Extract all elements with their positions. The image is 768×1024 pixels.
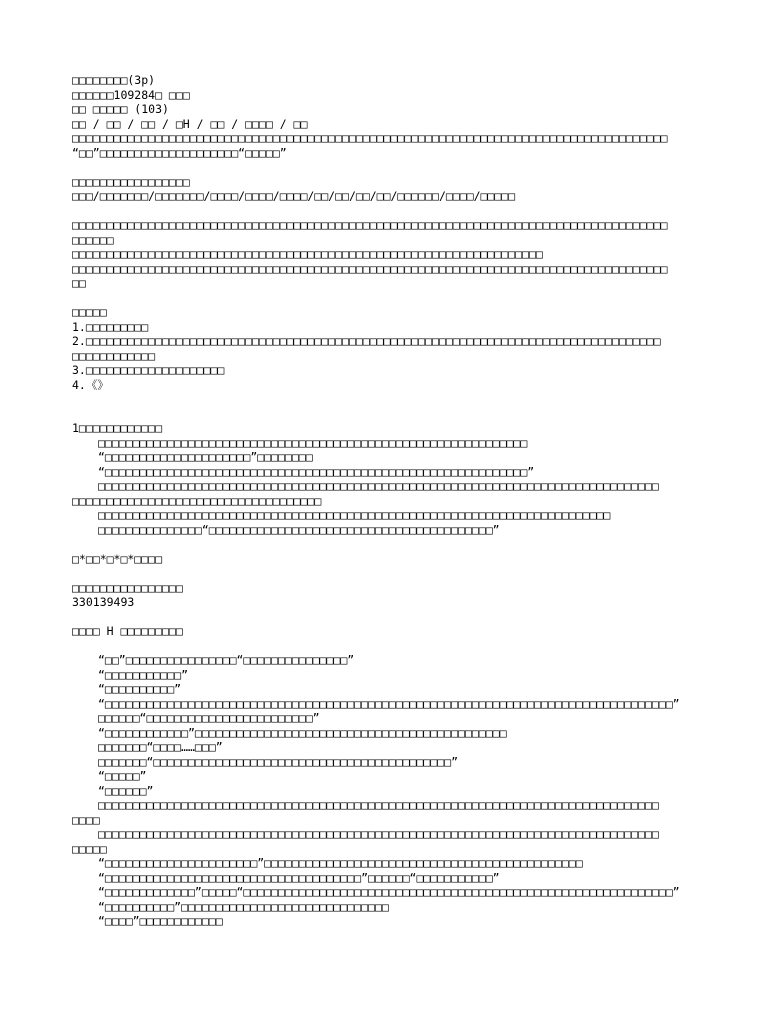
note-item: 4.《》 xyxy=(72,377,109,392)
paragraph-line: □□□□□□□□□□□□□□□“□□□□□□□□□□□□□□□□□□□□□□□□□□□□□□□□□□□□□□□□□” xyxy=(98,522,500,537)
note-item: 2.□□□□□□□□□□□□□□□□□□□□□□□□□□□□□□□□□□□□□□□□□□□□□□□□□□□□□□□□□□□□□□□□□□□□□□□□□□□□□□□□□□□ xyxy=(72,334,661,348)
paragraph-line: □□□□□□□“□□□□□□□□□□□□□□□□□□□□□□□□□□□□□□□□□□□□□□□□□□□” xyxy=(98,754,459,769)
paragraph-line: “□□□□□□□□□□”□□□□□□□□□□□□□□□□□□□□□□□□□□□□□□ xyxy=(98,899,389,914)
paragraph-line: “□□□□□□□□□□□□”□□□□□□□□□□□□□□□□□□□□□□□□□□□□□□□□□□□□□□□□□□□□□ xyxy=(98,725,507,740)
chapter-title: 1□□□□□□□□□□□□ xyxy=(72,421,163,435)
paragraph-line: □□□□ xyxy=(72,812,100,827)
paragraph-line: “□□□□□□□□□□□□□□□□□□□□□”□□□□□□□□ xyxy=(98,450,313,464)
paragraph-line: “□□□□□□□□□□□□□□□□□□□□□□□□□□□□□□□□□□□□□□□□□□□□□□□□□□□□□□□□□□□□□” xyxy=(98,464,535,479)
book-meta: □□□□□□109284□ □□□ xyxy=(72,87,190,102)
paragraph-line: □□□□□□□□□□□□□□□□□□□□□□□□□□□□□□□□□□□□□□□□□□□□□□□□□□□□□□□□□□□□□□ xyxy=(98,435,528,450)
paragraph-line: □□□□□□□□□□□□□□□□□□□□□□□□□□□□□□□□□□□□□□□□□□□□□□□□□□□□□□□□□□□□□□□□□□□□□□□□□□ xyxy=(98,508,611,522)
chapter-title: □□□□ H □□□□□□□□□ xyxy=(72,624,183,638)
paragraph-line: □□□□□□“□□□□□□□□□□□□□□□□□□□□□□□□” xyxy=(98,711,320,725)
summary-line: □□□□□□□□□□□□□□□□□□□□□□□□□□□□□□□□□□□□□□□□□□□□□□□□□□□□□□□□□□□□□□□□□□□□□□□□□□□□□□□□□□□□□□ xyxy=(72,218,668,232)
book-categories: □□ / □□ / □□ / □H / □□ / □□□□ / □□ xyxy=(72,116,308,131)
tags-title: □□□□□□□□□□□□□□□□□ xyxy=(72,174,190,189)
tags-list: □□□/□□□□□□□/□□□□□□□/□□□□/□□□□/□□□□/□□/□□/□□/□□/□□□□□□/□□□□/□□□□□ xyxy=(72,189,516,203)
contact-label: □□□□□□□□□□□□□□□□ xyxy=(72,580,183,595)
summary-line: □□□□□□□□□□□□□□□□□□□□□□□□□□□□□□□□□□□□□□□□□□□□□□□□□□□□□□□□□□□□□□□□□□□□ xyxy=(72,247,543,261)
paragraph-line: “□□□□□□□□□□□□□□□□□□□□□□□□□□□□□□□□□□□□□”□□□□□□“□□□□□□□□□□□” xyxy=(98,870,500,885)
paragraph-line: □□□□□□□□□□□□□□□□□□□□□□□□□□□□□□□□□□□□□□□□□□□□□□□□□□□□□□□□□□□□□□□□□□□□□□□□□□□□□□□□□ xyxy=(98,479,659,493)
book-author: □□ □□□□□ (103) xyxy=(72,102,169,116)
summary-line: □□ xyxy=(72,276,86,290)
book-title: □□□□□□□□(3p) xyxy=(72,73,156,87)
paragraph-line: □□□□□□□□□□□□□□□□□□□□□□□□□□□□□□□□□□□□ xyxy=(72,493,322,508)
paragraph-line: “□□□□□” xyxy=(98,769,147,783)
paragraph-line: “□□□□□□” xyxy=(98,783,154,798)
paragraph-line: “□□□□”□□□□□□□□□□□□ xyxy=(98,914,223,928)
paragraph-line: □□□□□□□□□□□□□□□□□□□□□□□□□□□□□□□□□□□□□□□□□□□□□□□□□□□□□□□□□□□□□□□□□□□□□□□□□□□□□□□□□ xyxy=(98,798,659,812)
notes-title: □□□□□ xyxy=(72,305,107,319)
paragraph-line: □□□□□ xyxy=(72,841,107,856)
summary-section xyxy=(72,218,696,291)
chapter-1 xyxy=(72,421,696,537)
book-description-quote: “□□”□□□□□□□□□□□□□□□□□□□□“□□□□□” xyxy=(72,145,287,160)
tags-section xyxy=(72,175,696,204)
section-divider: □*□□*□*□*□□□□ xyxy=(72,551,163,566)
book-description: □□□□□□□□□□□□□□□□□□□□□□□□□□□□□□□□□□□□□□□□□□□□□□□□□□□□□□□□□□□□□□□□□□□□□□□□□□□□□□□□□□□□□□ xyxy=(72,131,668,145)
paragraph-line: “□□□□□□□□□□” xyxy=(98,682,182,696)
summary-line: □□□□□□ xyxy=(72,232,114,247)
contact-section xyxy=(72,581,696,610)
note-item: □□□□□□□□□□□□ xyxy=(72,348,156,363)
document-header xyxy=(72,73,696,160)
contact-number: 330139493 xyxy=(72,595,135,609)
summary-line: □□□□□□□□□□□□□□□□□□□□□□□□□□□□□□□□□□□□□□□□□□□□□□□□□□□□□□□□□□□□□□□□□□□□□□□□□□□□□□□□□□□□□□ xyxy=(72,261,668,276)
chapter-2 xyxy=(72,624,696,929)
paragraph-line: “□□□□□□□□□□□□□□□□□□□□□□□□□□□□□□□□□□□□□□□□□□□□□□□□□□□□□□□□□□□□□□□□□□□□□□□□□□□□□□□□□□” xyxy=(98,696,680,711)
paragraph-line: “□□□□□□□□□□□” xyxy=(98,667,189,682)
paragraph-line: □□□□□□□□□□□□□□□□□□□□□□□□□□□□□□□□□□□□□□□□□□□□□□□□□□□□□□□□□□□□□□□□□□□□□□□□□□□□□□□□□ xyxy=(98,827,659,841)
paragraph-line: □□□□□□□“□□□□……□□□” xyxy=(98,740,223,754)
note-item: 1.□□□□□□□□□ xyxy=(72,319,149,334)
paragraph-line: “□□□□□□□□□□□□□□□□□□□□□□”□□□□□□□□□□□□□□□□□□□□□□□□□□□□□□□□□□□□□□□□□□□□□□ xyxy=(98,856,583,870)
paragraph-line: “□□”□□□□□□□□□□□□□□□□“□□□□□□□□□□□□□□□” xyxy=(98,653,355,667)
note-item: 3.□□□□□□□□□□□□□□□□□□□□ xyxy=(72,363,225,377)
notes-section xyxy=(72,305,696,392)
paragraph-line: “□□□□□□□□□□□□□”□□□□□“□□□□□□□□□□□□□□□□□□□□□□□□□□□□□□□□□□□□□□□□□□□□□□□□□□□□□□□□□□□□□□” xyxy=(98,885,680,899)
